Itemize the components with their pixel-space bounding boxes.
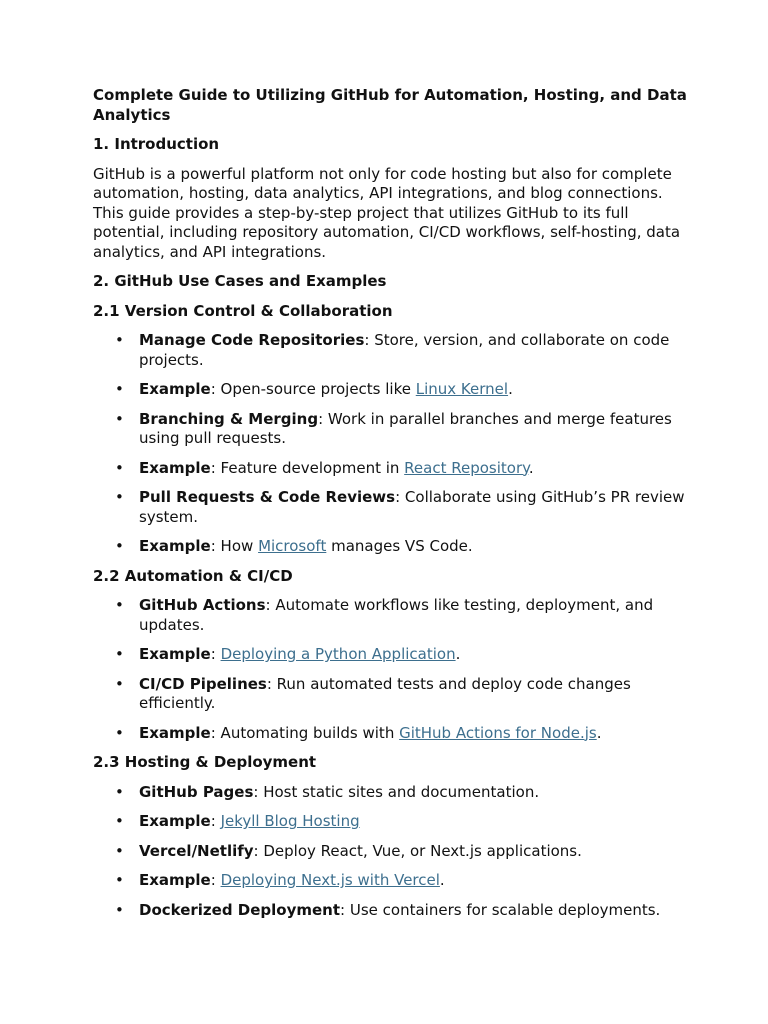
item-bold-term: Example bbox=[139, 645, 211, 663]
bullet-icon: • bbox=[115, 537, 124, 555]
list-item bbox=[93, 783, 693, 803]
item-text: : bbox=[210, 871, 221, 889]
list-item bbox=[93, 812, 693, 832]
item-text: : bbox=[210, 645, 221, 663]
section-2-1-heading: 2.1 Version Control & Collaboration bbox=[93, 301, 393, 320]
list-item bbox=[93, 459, 693, 479]
item-bold-term: Dockerized Deployment bbox=[139, 900, 341, 919]
item-text-after: . bbox=[596, 723, 602, 742]
bullet-icon: • bbox=[115, 674, 124, 693]
link-deploying-nextjs-vercel[interactable]: Deploying Next.js with Vercel bbox=[220, 871, 440, 889]
link-linux-kernel[interactable]: Linux Kernel bbox=[415, 380, 509, 398]
link-microsoft[interactable]: Microsoft bbox=[258, 537, 327, 555]
item-text-after: . bbox=[439, 871, 445, 889]
list-item bbox=[93, 596, 693, 635]
list-item bbox=[93, 537, 693, 557]
link-github-actions-nodejs[interactable]: GitHub Actions for Node.js bbox=[399, 723, 597, 742]
item-bold-term: Example bbox=[139, 812, 211, 830]
bullet-icon: • bbox=[115, 841, 124, 860]
link-deploying-python-app[interactable]: Deploying a Python Application bbox=[220, 645, 456, 663]
item-bold-term: CI/CD Pipelines bbox=[139, 674, 267, 693]
list-item bbox=[93, 488, 693, 527]
section-2-2-heading: 2.2 Automation & CI/CD bbox=[93, 566, 293, 585]
item-bold-term: Vercel/Netlify bbox=[139, 841, 254, 860]
item-text: : Store, version, and collaborate on code projects. bbox=[139, 331, 670, 369]
bullet-icon: • bbox=[115, 782, 124, 801]
bullet-icon: • bbox=[115, 900, 124, 919]
bullet-icon: • bbox=[115, 488, 124, 506]
item-text: : Host static sites and documentation. bbox=[253, 782, 540, 801]
item-text: : Automate workflows like testing, deployment, and updates. bbox=[139, 596, 654, 634]
document-title: Complete Guide to Utilizing GitHub for Automation, Hosting, and Data Analytics bbox=[93, 86, 687, 124]
item-text: : Work in parallel branches and merge features using pull requests. bbox=[139, 409, 672, 447]
bullet-icon: • bbox=[115, 458, 124, 477]
item-text-after: manages VS Code. bbox=[326, 537, 473, 555]
item-bold-term: Example bbox=[139, 871, 211, 889]
item-text: : bbox=[210, 812, 221, 830]
item-bold-term: Branching & Merging bbox=[139, 409, 319, 428]
section-2-3-heading: 2.3 Hosting & Deployment bbox=[93, 753, 317, 771]
section-2-1-list bbox=[93, 331, 693, 557]
item-text: : Run automated tests and deploy code changes efficiently. bbox=[139, 674, 631, 712]
item-text-after: . bbox=[508, 380, 513, 398]
item-text-after: . bbox=[528, 458, 534, 477]
item-text-after: . bbox=[455, 645, 461, 663]
item-text: : How bbox=[210, 537, 259, 555]
item-bold-term: GitHub Pages bbox=[139, 782, 254, 801]
section-2-3-list bbox=[93, 783, 693, 921]
item-bold-term: Example bbox=[139, 537, 211, 555]
bullet-icon: • bbox=[115, 812, 124, 830]
list-item bbox=[93, 410, 693, 449]
item-bold-term: Manage Code Repositories bbox=[139, 331, 365, 349]
bullet-icon: • bbox=[115, 723, 124, 742]
list-item bbox=[93, 901, 693, 921]
document-content bbox=[93, 86, 693, 930]
item-text: : Use containers for scalable deployments. bbox=[340, 900, 661, 919]
item-bold-term: Example bbox=[139, 380, 211, 398]
item-text: : Deploy React, Vue, or Next.js applications. bbox=[253, 841, 582, 860]
section-2-2-list bbox=[93, 596, 693, 743]
item-bold-term: Pull Requests & Code Reviews bbox=[139, 488, 396, 506]
section2-heading: 2. GitHub Use Cases and Examples bbox=[93, 272, 387, 290]
link-jekyll-blog-hosting[interactable]: Jekyll Blog Hosting bbox=[220, 812, 360, 830]
bullet-icon: • bbox=[115, 409, 124, 428]
bullet-icon: • bbox=[115, 645, 124, 663]
item-text: : Open-source projects like bbox=[210, 380, 416, 398]
item-text: : Automating builds with bbox=[210, 723, 400, 742]
intro-paragraph: GitHub is a powerful platform not only for code hosting but also for complete automation, hosting, data analytics, API integrations, and blog connections. This guide provides a step-by-step project that utilizes GitHub to its full potential, including repository automation, CI/CD workflows, self-hosting, data analytics, and API integrations. bbox=[93, 164, 681, 261]
list-item bbox=[93, 842, 693, 862]
list-item bbox=[93, 871, 693, 891]
link-react-repository[interactable]: React Repository bbox=[404, 458, 529, 477]
list-item bbox=[93, 675, 693, 714]
list-item bbox=[93, 645, 693, 665]
bullet-icon: • bbox=[115, 331, 124, 349]
item-text: : Feature development in bbox=[210, 458, 405, 477]
list-item bbox=[93, 724, 693, 744]
item-text: : Collaborate using GitHub’s PR review system. bbox=[139, 488, 685, 526]
bullet-icon: • bbox=[115, 871, 124, 889]
bullet-icon: • bbox=[115, 380, 124, 398]
intro-heading: 1. Introduction bbox=[93, 135, 220, 153]
bullet-icon: • bbox=[115, 596, 124, 614]
item-bold-term: Example bbox=[139, 458, 211, 477]
item-bold-term: Example bbox=[139, 723, 211, 742]
item-bold-term: GitHub Actions bbox=[139, 596, 266, 614]
list-item bbox=[93, 331, 693, 370]
list-item bbox=[93, 380, 693, 400]
